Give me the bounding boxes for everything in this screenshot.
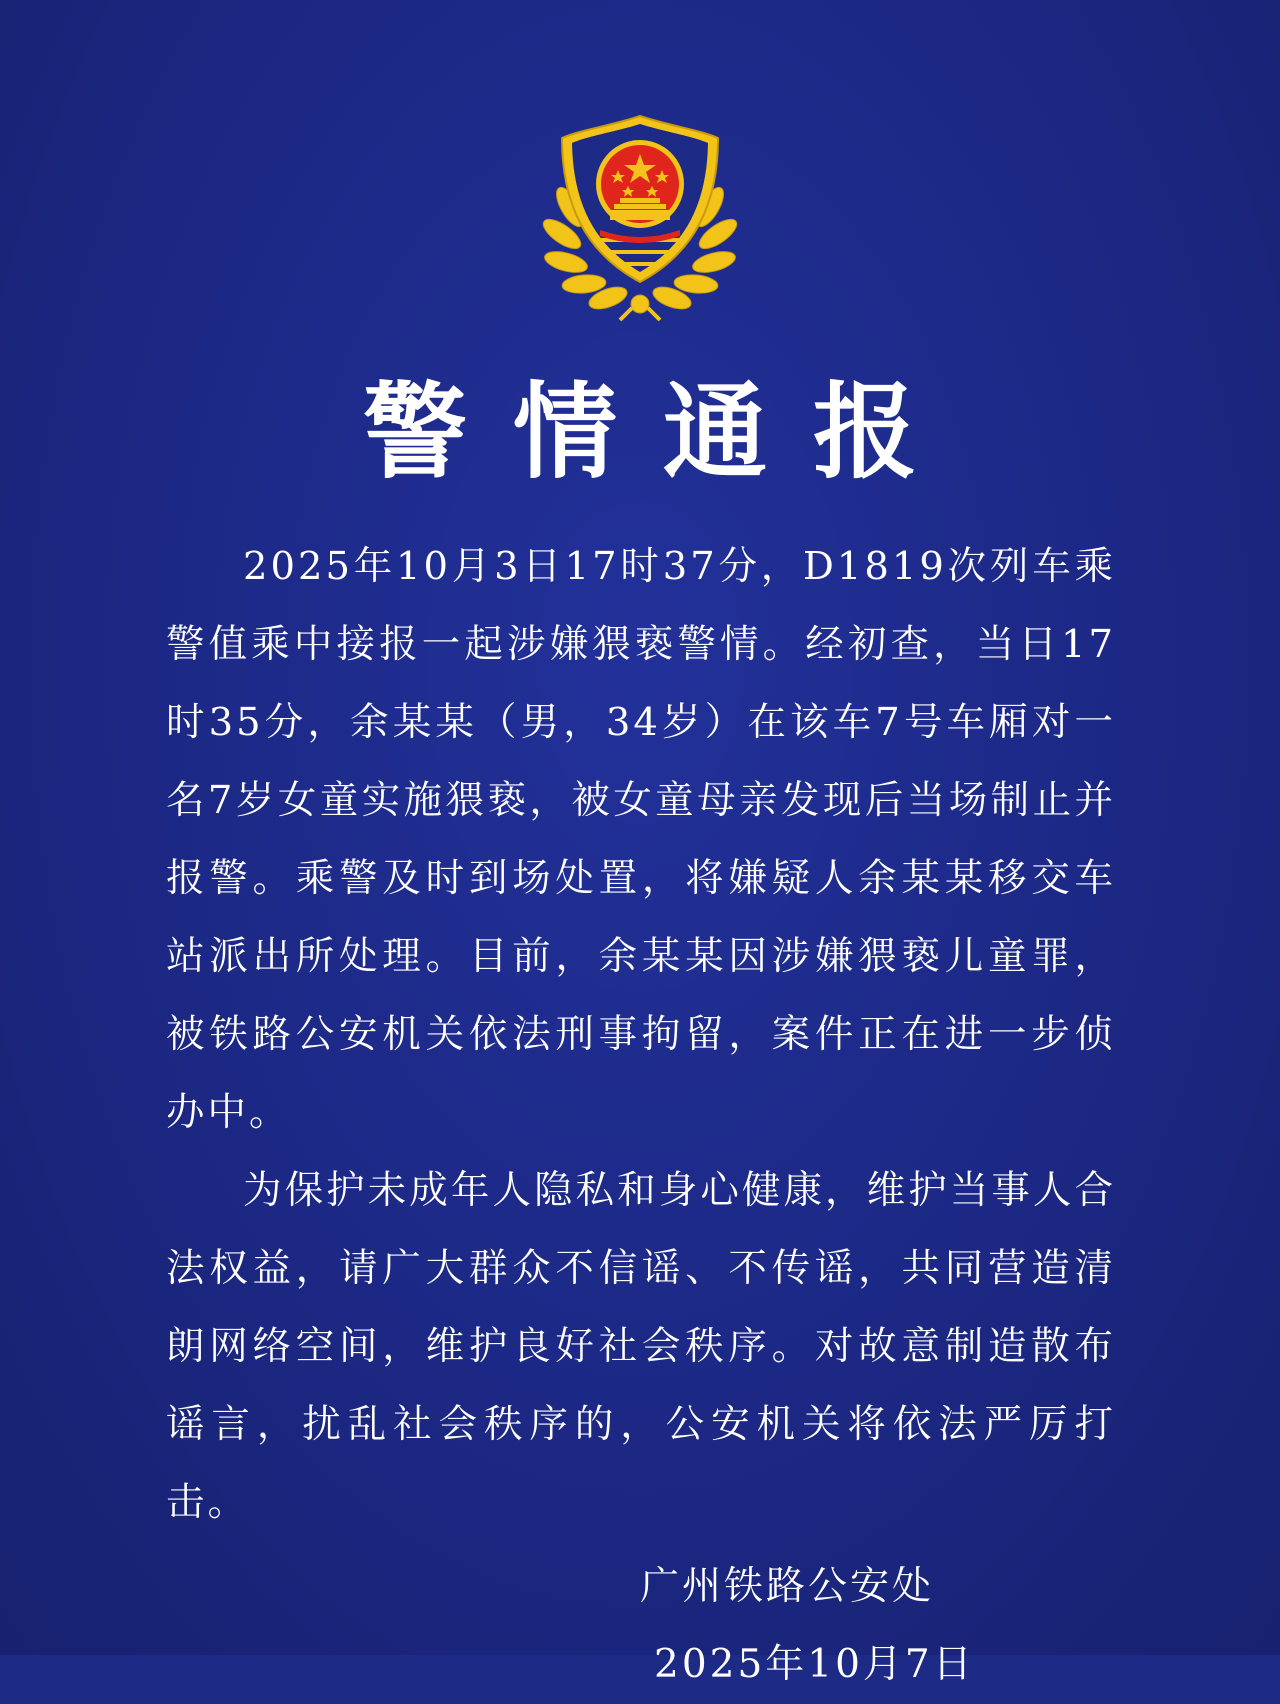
paragraph-appeal: 为保护未成年人隐私和身心健康，维护当事人合法权益，请广大群众不信谣、不传谣，共同营造清朗网络空间，维护良好社会秩序。对故意制造散布谣言，扰乱社会秩序的，公安机关将依法严厉打击。 [166,1168,1116,1525]
paragraph-incident: 2025年10月3日17时37分，D1819次列车乘警值乘中接报一起涉嫌猥亵警情。经初查，当日17时35分，余某某（男，34岁）在该车7号车厢对一名7岁女童实施猥亵，被女童母亲发现后当场制止并报警。乘警及时到场处置，将嫌疑人余某某移交车站派出所处理。目前，余某某因涉嫌猥亵儿童罪，被铁路公安机关依法刑事拘留，案件正在进一步侦办中。 [166,544,1116,1135]
notice-title: 警情通报 [362,371,963,493]
notice-body [166,528,1116,1542]
signature-block [640,1548,975,1704]
signature-date: 2025年10月7日 [654,1642,975,1687]
signature-organization: 广州铁路公安处 [640,1564,935,1609]
police-emblem-icon [540,112,740,322]
